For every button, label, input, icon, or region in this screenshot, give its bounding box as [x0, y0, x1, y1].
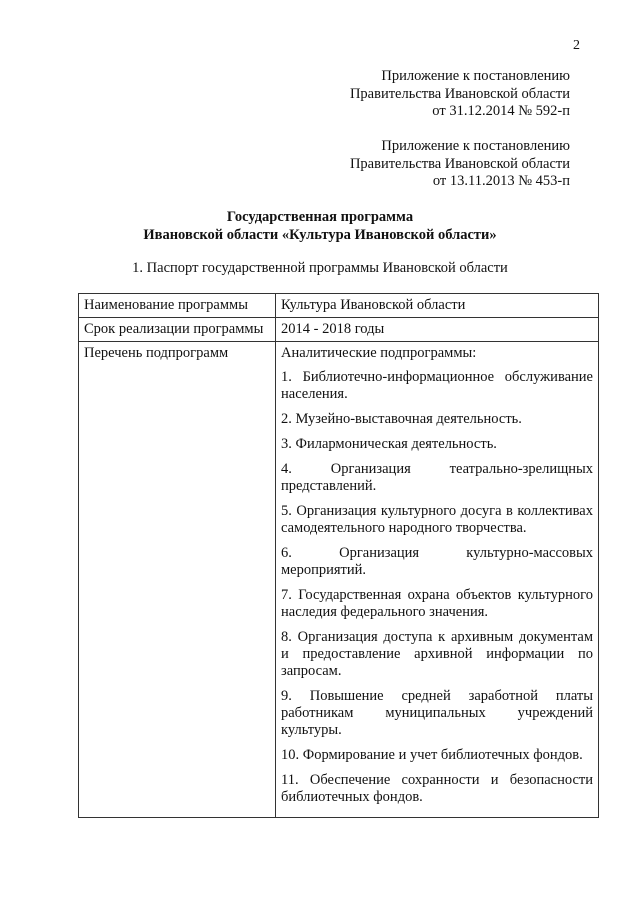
- document-title: [60, 208, 580, 244]
- title-line-2: Ивановской области «Культура Ивановской области»: [143, 227, 497, 243]
- program-passport-table: [78, 293, 599, 818]
- subprogram-item: 8. Организация доступа к архивным документам и предоставление архивной информации по запросам.: [281, 629, 593, 679]
- table-row: [79, 294, 599, 318]
- row-value-period: 2014 - 2018 годы: [276, 318, 599, 342]
- subprogram-heading: Аналитические подпрограммы:: [281, 345, 477, 361]
- subprogram-item: 10. Формирование и учет библиотечных фондов.: [281, 747, 583, 763]
- row-label-period: Срок реализации программы: [79, 318, 276, 342]
- appendix-line: Приложение к постановлению: [381, 68, 570, 84]
- subprogram-item: 11. Обеспечение сохранности и безопасности библиотечных фондов.: [281, 772, 593, 805]
- appendix-block-current: [300, 68, 570, 121]
- subprogram-item: 1. Библиотечно-информационное обслуживание населения.: [281, 369, 593, 402]
- title-line-1: Государственная программа: [226, 209, 414, 225]
- row-value-program-name: Культура Ивановской области: [276, 294, 599, 318]
- subprogram-item: 6. Организация культурно-массовых мероприятий.: [281, 545, 593, 578]
- subprogram-item: 2. Музейно-выставочная деятельность.: [281, 411, 522, 427]
- page-number: 2: [573, 38, 580, 53]
- row-label-subprograms: Перечень подпрограмм: [79, 342, 276, 818]
- subprogram-item: 4. Организация театрально-зрелищных представлений.: [281, 461, 593, 494]
- table-row-subprograms: [79, 342, 599, 818]
- appendix-line: Правительства Ивановской области: [349, 85, 570, 102]
- table-row: [79, 318, 599, 342]
- subprogram-item: 5. Организация культурного досуга в коллективах самодеятельного народного творчества.: [281, 503, 593, 536]
- appendix-line: от 13.11.2013 № 453-п: [432, 173, 570, 189]
- section-heading: 1. Паспорт государственной программы Ивановской области: [132, 260, 508, 276]
- subprogram-item: 3. Филармоническая деятельность.: [281, 436, 497, 452]
- appendix-block-original: [300, 138, 570, 191]
- subprogram-item: 9. Повышение средней заработной платы работникам муниципальных учреждений культуры.: [281, 688, 593, 738]
- appendix-line: от 31.12.2014 № 592-п: [432, 103, 570, 119]
- row-label-program-name: Наименование программы: [79, 294, 276, 318]
- subprogram-item: 7. Государственная охрана объектов культурного наследия федерального значения.: [281, 587, 593, 620]
- appendix-line: Приложение к постановлению: [381, 138, 570, 154]
- appendix-line: Правительства Ивановской области: [349, 155, 570, 172]
- subprogram-list: [276, 342, 599, 818]
